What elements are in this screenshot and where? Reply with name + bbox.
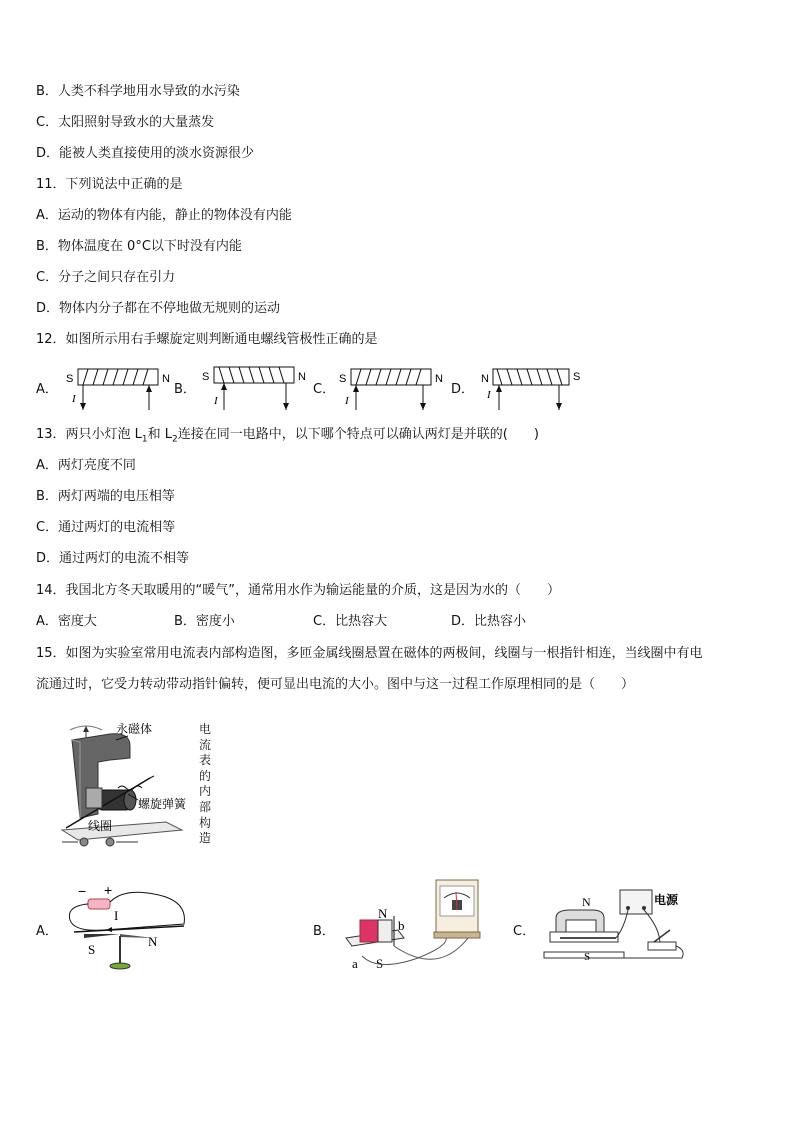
svg-text:N: N [148,934,158,949]
q12-option-d [451,364,591,414]
q12-stem: 12．如图所示用右手螺旋定则判断通电螺线管极性正确的是 [36,332,378,347]
solenoid-d-figure [451,364,591,414]
q12-option-b [174,364,314,414]
svg-text:N: N [481,373,489,385]
option-label: C． [313,382,336,397]
q12-option-a [36,364,176,414]
svg-text:N: N [162,373,170,385]
q11-stem: 11．下列说法中正确的是 [36,177,183,192]
svg-text:S: S [339,373,347,385]
motor-principle-figure [540,888,690,968]
q15-option-c-label: C． [513,924,536,939]
svg-text:I: I [487,389,491,401]
option-label: D． [451,382,475,397]
solenoid-c-figure [313,364,453,414]
q15-option-a-label: A． [36,924,58,939]
q13-stem: 13．两只小灯泡 $L_1$和 $L_2$连接在同一电路中，以下哪个特点可以确认两灯是并联的( ) [36,427,539,445]
svg-text:S: S [66,373,74,385]
svg-text:电源: 电源 [654,893,679,907]
svg-text:b: b [398,918,405,933]
svg-text:I: I [114,908,119,923]
svg-text:+: + [104,882,113,898]
q15-stem-line1: 15．如图为实验室常用电流表内部构造图，多匝金属线圈悬置在磁体的两极间，线圈与一根指针相连，当线圈中有电 [36,646,703,661]
q10-option-d: D．能被人类直接使用的淡水资源很少 [36,146,255,161]
option-label: B． [174,382,196,397]
q14-option-b: B．密度小 [174,614,235,629]
q14-option-c: C．比热容大 [313,614,388,629]
svg-text:I: I [214,395,218,407]
q14-option-d: D．比热容小 [451,614,527,629]
svg-text:N: N [435,373,443,385]
q13-option-c: C．通过两灯的电流相等 [36,520,176,535]
svg-text:N: N [298,371,306,383]
svg-text:N: N [582,895,591,909]
electromagnetic-induction-figure [338,876,486,976]
svg-text:S: S [573,371,581,383]
q10-option-b: B．人类不科学地用水导致的水污染 [36,84,240,99]
ammeter-internal-figure [58,718,198,854]
q13-option-a: A．两灯亮度不同 [36,458,136,473]
q14-options [36,613,596,631]
q12-option-c [313,364,453,414]
svg-text:螺旋弹簧: 螺旋弹簧 [138,797,187,811]
oersted-experiment-figure [64,880,194,976]
svg-text:a: a [352,956,358,971]
svg-text:永磁体: 永磁体 [116,722,153,736]
q11-option-b: B．物体温度在 0°C以下时没有内能 [36,239,242,254]
option-label: A． [36,382,58,397]
q10-option-c: C．太阳照射导致水的大量蒸发 [36,115,215,130]
q14-option-a: A．密度大 [36,614,97,629]
svg-text:线圈: 线圈 [88,819,113,833]
svg-text:S: S [88,942,96,957]
svg-text:S: S [202,371,210,383]
q15-option-b-label: B． [313,924,335,939]
figure-caption: 电流表的内部构造 [198,722,211,846]
q11-option-c: C．分子之间只存在引力 [36,270,176,285]
q11-option-d: D．物体内分子都在不停地做无规则的运动 [36,301,281,316]
svg-text:N: N [378,906,388,921]
solenoid-a-figure [36,364,176,414]
q14-stem: 14．我国北方冬天取暖用的“暖气”，通常用水作为输运能量的介质，这是因为水的（ ） [36,583,561,598]
q13-option-d: D．通过两灯的电流不相等 [36,551,190,566]
svg-text:I: I [345,395,349,407]
solenoid-b-figure [174,364,314,414]
svg-text:S: S [376,956,384,971]
svg-text:−: − [78,883,87,899]
svg-text:I: I [72,393,76,405]
svg-text:S: S [584,951,591,963]
q11-option-a: A．运动的物体有内能，静止的物体没有内能 [36,208,292,223]
q15-stem-line2: 流通过时，它受力转动带动指针偏转，便可显出电流的大小。图中与这一过程工作原理相同的是（ ） [36,677,635,692]
q13-option-b: B．两灯两端的电压相等 [36,489,175,504]
